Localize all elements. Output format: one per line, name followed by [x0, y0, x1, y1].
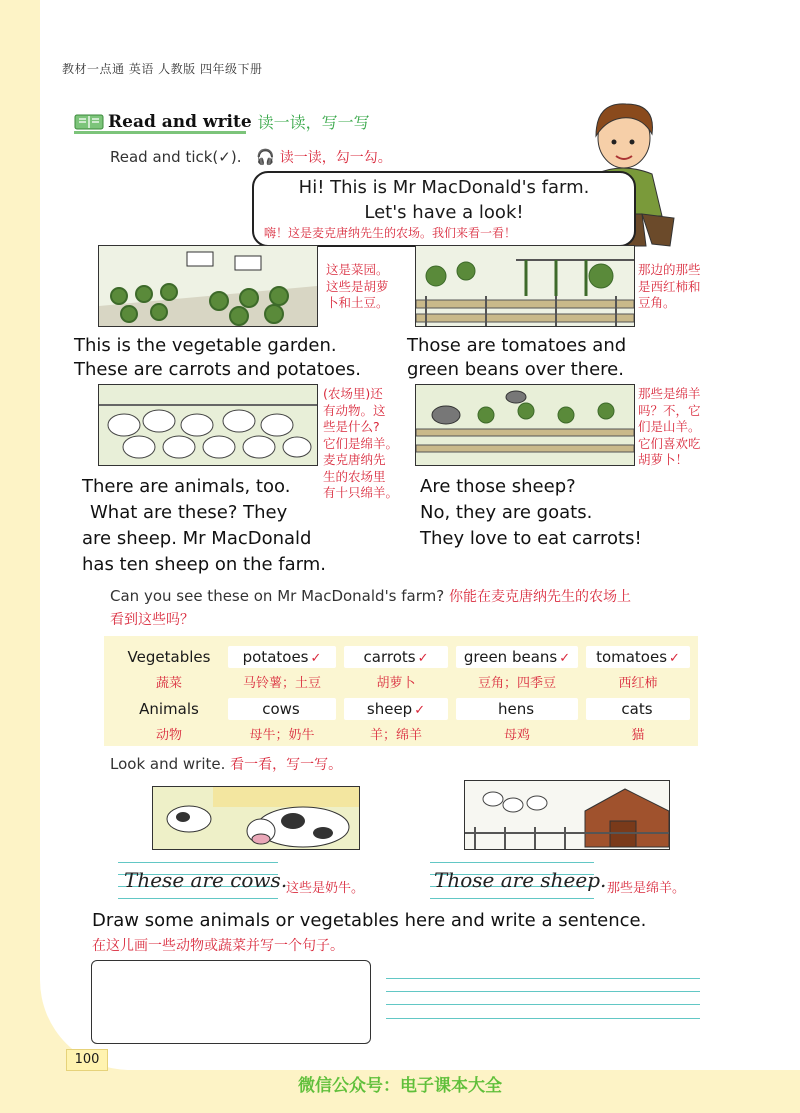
draw-instruction-en: Draw some animals or vegetables here and write a sentence.: [92, 910, 647, 931]
vegetables-label: Vegetables: [127, 648, 211, 666]
tick-mark: ✓: [417, 651, 429, 666]
vocab-tomatoes: tomatoes ✓: [586, 646, 690, 668]
sheep-picture: [98, 384, 318, 466]
page-number: 100: [66, 1049, 108, 1071]
vegetable-garden-picture: [98, 245, 318, 327]
vocabulary-table: [104, 636, 698, 746]
book-icon: [74, 113, 104, 131]
vocab-hens: hens: [456, 698, 578, 720]
vegetables-label-zh: 蔬菜: [155, 676, 182, 691]
vocab-cats-zh: 猫: [631, 728, 645, 743]
book-header: 教材一点通 英语 人教版 四年级下册: [62, 62, 263, 76]
animals-label-zh: 动物: [155, 728, 182, 743]
farm-question-zh-1: 你能在麦克唐纳先生的农场上: [449, 589, 631, 605]
bubble-translation: 嗨！这是麦克唐纳先生的农场。我们来看一看！: [264, 226, 517, 240]
vocab-sheep: sheep ✓: [344, 698, 448, 720]
vocab-carrots-zh: 胡萝卜: [376, 676, 416, 691]
vocab-sheep-zh: 羊；绵羊: [369, 728, 422, 743]
vocab-tomatoes-zh: 西红柿: [618, 676, 658, 691]
sentence-writing-lines[interactable]: [386, 978, 700, 1018]
goats-picture: [415, 384, 635, 466]
vocab-cats: cats: [586, 698, 690, 720]
read-tick-instruction-en: Read and tick(✓).: [110, 148, 242, 166]
panel4-note: 那些是绵羊 吗？不，它 们是山羊。 它们喜欢吃 胡萝卜！: [638, 386, 701, 467]
tick-mark: ✓: [559, 651, 571, 666]
section-title: [74, 110, 370, 133]
vocab-cows-zh: 母牛；奶牛: [249, 728, 315, 743]
vocab-green-beans-zh: 豆角；四季豆: [477, 676, 556, 691]
look-write-instruction: [110, 754, 342, 774]
panel3-caption: There are animals, too. What are these? They are sheep. Mr MacDonald has ten sheep on the farm.: [82, 476, 326, 575]
headphone-icon: 🎧: [256, 148, 275, 166]
farm-question: [110, 585, 730, 631]
read-tick-instruction: [110, 147, 392, 167]
sheep-barn-picture: [464, 780, 670, 850]
tick-mark: ✓: [310, 651, 322, 666]
vocab-potatoes: potatoes ✓: [228, 646, 336, 668]
look-write-instruction-en: Look and write.: [110, 755, 226, 773]
vocab-carrots: carrots ✓: [344, 646, 448, 668]
farm-question-zh-2: 看到这些吗？: [110, 612, 194, 628]
panel4-caption: Are those sheep? No, they are goats. They love to eat carrots!: [420, 476, 642, 549]
answer-1-zh: 这些是奶牛。: [286, 881, 365, 896]
cows-picture: [152, 786, 360, 850]
draw-instruction-zh: 在这儿画一些动物或蔬菜并写一个句子。: [92, 938, 344, 954]
vocab-cows: cows: [228, 698, 336, 720]
vocab-green-beans: green beans ✓: [456, 646, 578, 668]
look-write-instruction-zh: 看一看，写一写。: [230, 757, 343, 773]
footer-watermark: 微信公众号：电子课本大全: [298, 1076, 502, 1096]
farm-question-en: Can you see these on Mr MacDonald's farm?: [110, 587, 445, 605]
panel1-note: 这是菜园。 这些是胡萝 卜和土豆。: [326, 262, 389, 310]
panel1-caption: This is the vegetable garden. These are carrots and potatoes.: [74, 335, 362, 380]
speech-bubble: [252, 171, 636, 247]
tomatoes-beans-picture: [415, 245, 635, 327]
answer-2: Those are sheep.: [434, 868, 607, 892]
panel2-caption: Those are tomatoes and green beans over there.: [407, 335, 627, 380]
bubble-line-1: Hi! This is Mr MacDonald's farm.: [298, 177, 590, 198]
answer-2-zh: 那些是绵羊。: [607, 881, 686, 896]
section-title-en: Read and write: [108, 111, 252, 132]
title-underline: [74, 131, 246, 134]
tick-mark: ✓: [669, 651, 680, 666]
bubble-line-2: Let's have a look!: [364, 202, 524, 223]
panel2-note: 那边的那些 是西红柿和 豆角。: [638, 262, 701, 310]
tick-mark: ✓: [414, 703, 426, 718]
answer-1: These are cows.: [124, 868, 288, 892]
read-tick-instruction-zh: 读一读，勾一勾。: [279, 150, 392, 166]
drawing-box[interactable]: [91, 960, 371, 1044]
animals-label: Animals: [139, 700, 199, 718]
section-title-zh: 读一读，写一写: [257, 113, 370, 132]
vocab-hens-zh: 母鸡: [503, 728, 530, 743]
panel3-note: (农场里)还 有动物。这 些是什么? 它们是绵羊。 麦克唐纳先 生的农场里 有十只绵羊。: [323, 386, 399, 500]
vocab-potatoes-zh: 马铃薯；土豆: [242, 676, 321, 691]
